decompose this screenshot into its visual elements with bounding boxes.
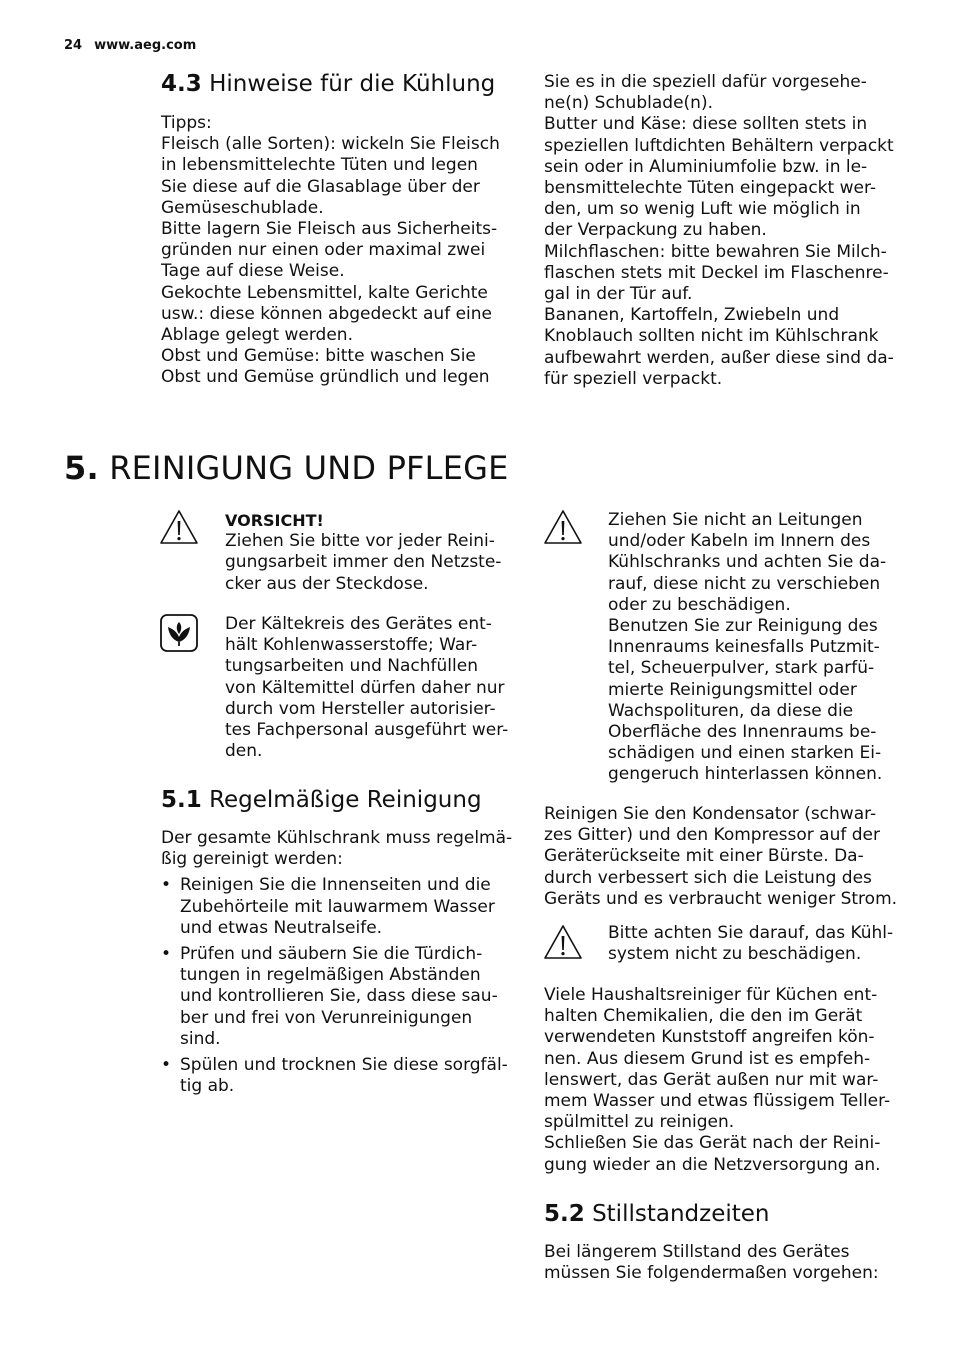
text-line: Innenraums keinesfalls Putzmit-	[608, 637, 880, 658]
text-line: usw.: diese können abgedeckt auf eine	[161, 303, 492, 324]
section-title: Regelmäßige Reinigung	[209, 787, 482, 813]
text-line: durch verbessert sich die Leistung des	[544, 867, 872, 888]
warning-triangle-icon	[543, 923, 583, 963]
warning-cables-text	[608, 510, 886, 786]
text-line: Bei längerem Stillstand des Gerätes	[544, 1242, 850, 1262]
warning-triangle-icon	[159, 508, 199, 548]
text-line: gründen nur einen oder maximal zwei	[161, 240, 486, 261]
text-line: sein oder in Aluminiumfolie bzw. in le-	[544, 156, 868, 177]
text-line: schädigen und einen starken Ei-	[608, 743, 882, 764]
text-line: den, um so wenig Luft wie möglich in	[544, 199, 861, 220]
text-line: Zubehörteile mit lauwarmem Wasser	[180, 896, 495, 917]
text-line: Bitte achten Sie darauf, das Kühl-	[608, 923, 894, 943]
section-title: Hinweise für die Kühlung	[209, 71, 496, 97]
text-line: und kontrollieren Sie, dass diese sau-	[180, 986, 498, 1007]
text-line: Viele Haushaltsreiniger für Küchen ent-	[544, 985, 878, 1005]
text-line: aufbewahrt werden, außer diese sind da-	[544, 347, 894, 368]
section-5-heading	[64, 448, 509, 488]
text-line: Gekochte Lebensmittel, kalte Gerichte	[161, 282, 488, 303]
text-line: • Reinigen Sie die Innenseiten und die	[180, 875, 491, 896]
text-line: der Verpackung zu haben.	[544, 220, 767, 241]
text-line: rauf, diese nicht zu verschieben	[608, 573, 881, 594]
text-line: gung wieder an die Netzversorgung an.	[544, 1154, 881, 1175]
text-line: Reinigen Sie den Kondensator (schwar-	[544, 804, 877, 824]
text-line: ber und frei von Verunreinigungen	[180, 1007, 473, 1028]
intro-paragraph	[161, 828, 531, 870]
text-line: tungsarbeiten und Nachfüllen	[225, 656, 478, 677]
text-line: von Kältemittel dürfen daher nur	[225, 677, 505, 698]
text-line: Obst und Gemüse gründlich und legen	[161, 367, 490, 388]
page-header	[64, 38, 196, 53]
text-line: Benutzen Sie zur Reinigung des	[608, 616, 878, 637]
text-line: Obst und Gemüse: bitte waschen Sie	[161, 346, 476, 367]
text-line: gengeruch hinterlassen können.	[608, 764, 883, 785]
warning-triangle-icon	[543, 508, 583, 548]
text-line: speziellen luftdichten Behältern verpackt	[544, 135, 894, 156]
text-line: tig ab.	[180, 1076, 235, 1097]
text-line: durch vom Hersteller autorisier-	[225, 698, 496, 719]
text-line: • Spülen und trocknen Sie diese sorgfäl-	[180, 1055, 508, 1076]
section-number: 4.3	[161, 71, 202, 97]
text-line: system nicht zu beschädigen.	[608, 944, 862, 965]
section-number: 5.	[64, 449, 99, 487]
text-line: tungen in regelmäßigen Abständen	[180, 965, 481, 986]
text-line: lenswert, das Gerät außen nur mit war-	[544, 1069, 879, 1090]
text-line: nen. Aus diesem Grund ist es empfeh-	[544, 1048, 871, 1069]
list-item	[161, 875, 531, 939]
section-4-3-heading	[161, 70, 495, 98]
text-line: mem Wasser und etwas flüssigem Teller-	[544, 1091, 891, 1112]
environment-leaf-icon	[159, 613, 199, 653]
text-line: Sie es in die speziell dafür vorgesehe-	[544, 72, 867, 92]
text-line: den.	[225, 741, 263, 762]
section-4-3-right-text	[544, 72, 894, 390]
text-line: Kühlschranks und achten Sie da-	[608, 552, 887, 573]
condenser-paragraph	[544, 804, 897, 910]
warning-label: VORSICHT!	[225, 511, 324, 530]
environment-note-text	[225, 614, 508, 762]
text-line: Geräterückseite mit einer Bürste. Da-	[544, 846, 864, 867]
text-line: Sie diese auf die Glasablage über der	[161, 176, 480, 197]
text-line: gal in der Tür auf.	[544, 284, 693, 305]
text-line: Der gesamte Kühlschrank muss regelmä-	[161, 828, 513, 848]
text-line: gungsarbeit immer den Netzste-	[225, 552, 502, 573]
text-line: tel, Scheuerpulver, stark parfü-	[608, 658, 875, 679]
cleaning-steps-list	[161, 875, 531, 1097]
section-5-1-heading	[161, 786, 482, 814]
text-line: Wachspolituren, da diese die	[608, 700, 854, 721]
text-line: Knoblauch sollten nicht im Kühlschrank	[544, 326, 879, 347]
section-5-1-content	[161, 828, 531, 1102]
text-line: Der Kältekreis des Gerätes ent-	[225, 614, 492, 634]
text-line: Tage auf diese Weise.	[161, 261, 345, 282]
section-5-2-text	[544, 1242, 879, 1284]
text-line: spülmittel zu reinigen.	[544, 1112, 735, 1133]
text-line: in lebensmittelechte Tüten und legen	[161, 155, 478, 176]
section-title: REINIGUNG UND PFLEGE	[109, 449, 509, 487]
text-line: Butter und Käse: diese sollten stets in	[544, 114, 868, 135]
warning-caution-text	[225, 510, 501, 595]
text-line: Tipps:	[161, 113, 212, 133]
text-line: halten Chemikalien, die den im Gerät	[544, 1006, 863, 1027]
list-item	[161, 1055, 531, 1097]
text-line: und etwas Neutralseife.	[180, 917, 383, 938]
text-line: für speziell verpackt.	[544, 368, 723, 389]
section-5-2-heading	[544, 1200, 769, 1228]
text-line: zes Gitter) und den Kompressor auf der	[544, 825, 880, 846]
text-line: Geräts und es verbraucht weniger Strom.	[544, 888, 898, 909]
text-line: Ziehen Sie bitte vor jeder Reini-	[225, 531, 495, 552]
text-line: Ablage gelegt werden.	[161, 325, 353, 346]
page-number: 24	[64, 38, 83, 53]
text-line: • Prüfen und säubern Sie die Türdich-	[180, 944, 483, 965]
text-line: hält Kohlenwasserstoffe; War-	[225, 635, 478, 656]
text-line: flaschen stets mit Deckel im Flaschenre-	[544, 262, 889, 283]
text-line: Bitte lagern Sie Fleisch aus Sicherheits-	[161, 219, 498, 240]
section-number: 5.1	[161, 787, 202, 813]
text-line: tes Fachpersonal ausgeführt wer-	[225, 720, 509, 741]
site-url[interactable]: www.aeg.com	[94, 38, 197, 53]
text-line: ßig gereinigt werden:	[161, 849, 343, 870]
text-line: und/oder Kabeln im Innern des	[608, 531, 871, 552]
text-line: ne(n) Schublade(n).	[544, 93, 713, 114]
text-line: oder zu beschädigen.	[608, 594, 791, 615]
section-title: Stillstandzeiten	[592, 1201, 770, 1227]
text-line: Fleisch (alle Sorten): wickeln Sie Fleisch	[161, 134, 500, 155]
text-line: Bananen, Kartoffeln, Zwiebeln und	[544, 305, 840, 326]
text-line: Ziehen Sie nicht an Leitungen	[608, 510, 863, 530]
text-line: bensmittelechte Tüten eingepackt wer-	[544, 178, 876, 199]
text-line: verwendeten Kunststoff angreifen kön-	[544, 1027, 875, 1048]
section-number: 5.2	[544, 1201, 585, 1227]
text-line: sind.	[180, 1028, 221, 1049]
text-line: mierte Reinigungsmittel oder	[608, 679, 857, 700]
warning-cooling-system-text	[608, 923, 893, 965]
text-line: cker aus der Steckdose.	[225, 573, 429, 594]
section-4-3-left-text	[161, 113, 500, 389]
text-line: Oberfläche des Innenraums be-	[608, 722, 877, 743]
text-line: Schließen Sie das Gerät nach der Reini-	[544, 1133, 881, 1154]
text-line: Gemüseschublade.	[161, 197, 324, 218]
list-item	[161, 944, 531, 1050]
text-line: müssen Sie folgendermaßen vorgehen:	[544, 1263, 879, 1284]
household-cleaners-paragraph	[544, 985, 890, 1176]
text-line: Milchflaschen: bitte bewahren Sie Milch-	[544, 241, 887, 262]
